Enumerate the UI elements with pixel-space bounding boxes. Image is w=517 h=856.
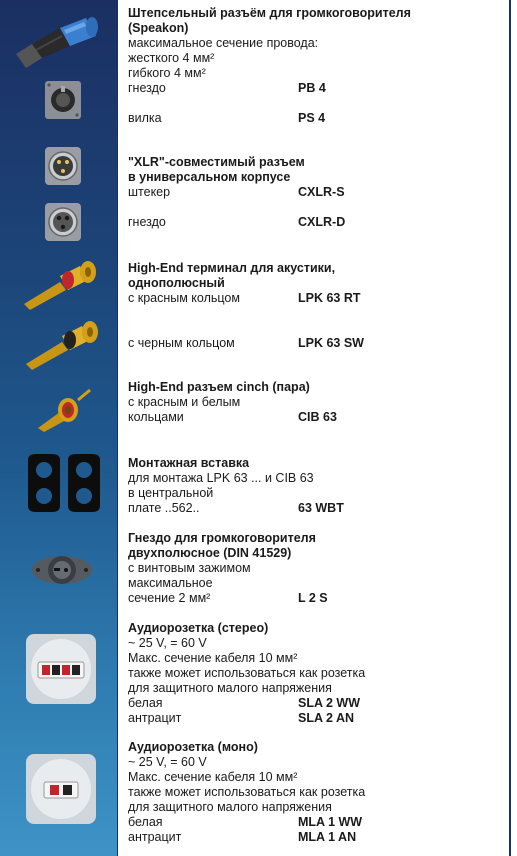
variant-code: SLA 2 AN: [298, 711, 355, 725]
product-detail: максимальное сечение провода:: [128, 36, 319, 50]
variant-code: PS 4: [298, 111, 326, 125]
product-title: Монтажная вставка: [128, 456, 250, 470]
product-mono-outlet: [128, 740, 506, 845]
mounting-plate-icon: [24, 454, 104, 512]
cinch-connector-icon: [34, 388, 94, 432]
product-title: двухполюсное (DIN 41529): [128, 546, 292, 560]
variant-code: PB 4: [298, 81, 326, 95]
product-variant-row: [128, 830, 506, 845]
product-detail: в центральной: [128, 486, 214, 500]
product-variant-row: [128, 711, 506, 726]
product-image-sidebar: [0, 0, 117, 856]
variant-code: MLA 1 WW: [298, 815, 363, 829]
variant-desc: вилка: [128, 111, 162, 125]
product-detail: ~ 25 V, = 60 V: [128, 755, 207, 769]
product-title: Штепсельный разъём для громкоговорителя: [128, 6, 411, 20]
product-stereo-outlet: [128, 621, 506, 726]
product-variant-row: [128, 696, 506, 711]
product-detail: с винтовым зажимом: [128, 561, 251, 575]
product-variant-row: [128, 111, 506, 126]
variant-code: CXLR-S: [298, 185, 345, 199]
product-title: Аудиорозетка (стерео): [128, 621, 269, 635]
right-border: [509, 0, 511, 856]
product-detail: также может использоваться как розетка: [128, 666, 366, 680]
product-din-socket: [128, 531, 506, 606]
xlr-plug-icon: [44, 146, 82, 186]
variant-code: 63 WBT: [298, 501, 344, 515]
product-cinch: [128, 380, 506, 425]
product-variant-row: [128, 81, 506, 96]
product-terminal: [128, 261, 506, 351]
variant-desc: белая: [128, 815, 163, 829]
variant-desc: с черным кольцом: [128, 336, 235, 350]
variant-code: SLA 2 WW: [298, 696, 361, 710]
product-variant-row: [128, 291, 506, 306]
product-title: Гнездо для громкоговорителя: [128, 531, 316, 545]
product-detail: для защитного малого напряжения: [128, 800, 332, 814]
product-title: Аудиорозетка (моно): [128, 740, 258, 754]
product-variant-row: [128, 336, 506, 351]
variant-desc: плате ..562..: [128, 501, 200, 515]
product-variant-row: [128, 185, 506, 200]
variant-desc: антрацит: [128, 711, 182, 725]
product-title: High-End терминал для акустики,: [128, 261, 336, 275]
stereo-audio-outlet-icon: [26, 634, 96, 704]
product-title: в универсальном корпусе: [128, 170, 291, 184]
speakon-socket-icon: [44, 80, 82, 120]
product-detail: максимальное: [128, 576, 213, 590]
product-mounting-plate: [128, 456, 506, 516]
variant-desc: штекер: [128, 185, 171, 199]
product-title: (Speakon): [128, 21, 189, 35]
variant-desc: сечение 2 мм²: [128, 591, 211, 605]
product-detail: с красным и белым: [128, 395, 241, 409]
variant-desc: гнездо: [128, 81, 166, 95]
variant-code: CIB 63: [298, 410, 337, 424]
variant-code: LPK 63 RT: [298, 291, 361, 305]
variant-code: MLA 1 AN: [298, 830, 357, 844]
product-detail: для монтажа LPK 63 ... и CIB 63: [128, 471, 314, 485]
variant-desc: гнездо: [128, 215, 166, 229]
variant-desc: антрацит: [128, 830, 182, 844]
terminal-red-ring-icon: [20, 258, 104, 310]
product-title: High-End разъем cinch (пара): [128, 380, 310, 394]
variant-code: CXLR-D: [298, 215, 346, 229]
xlr-socket-icon: [44, 202, 82, 242]
variant-desc: кольцами: [128, 410, 184, 424]
product-title: "XLR"-совместимый разъем: [128, 155, 305, 169]
product-detail: ~ 25 V, = 60 V: [128, 636, 207, 650]
product-speakon: [128, 6, 506, 126]
variant-code: L 2 S: [298, 591, 328, 605]
product-variant-row: [128, 591, 506, 606]
product-variant-row: [128, 815, 506, 830]
product-detail: Макс. сечение кабеля 10 мм²: [128, 651, 298, 665]
din-speaker-socket-icon: [30, 550, 94, 590]
variant-desc: белая: [128, 696, 163, 710]
product-variant-row: [128, 410, 506, 425]
product-detail: также может использоваться как розетка: [128, 785, 366, 799]
variant-desc: с красным кольцом: [128, 291, 240, 305]
product-title: однополюсный: [128, 276, 225, 290]
product-variant-row: [128, 501, 506, 516]
sidebar-divider: [117, 0, 118, 856]
speakon-plug-icon: [12, 14, 106, 70]
product-detail: Макс. сечение кабеля 10 мм²: [128, 770, 298, 784]
mono-audio-outlet-icon: [26, 754, 96, 824]
product-detail: гибкого 4 мм²: [128, 66, 206, 80]
variant-code: LPK 63 SW: [298, 336, 364, 350]
terminal-black-ring-icon: [22, 318, 106, 370]
product-xlr: [128, 155, 506, 230]
product-detail: для защитного малого напряжения: [128, 681, 332, 695]
product-variant-row: [128, 215, 506, 230]
product-detail: жесткого 4 мм²: [128, 51, 215, 65]
